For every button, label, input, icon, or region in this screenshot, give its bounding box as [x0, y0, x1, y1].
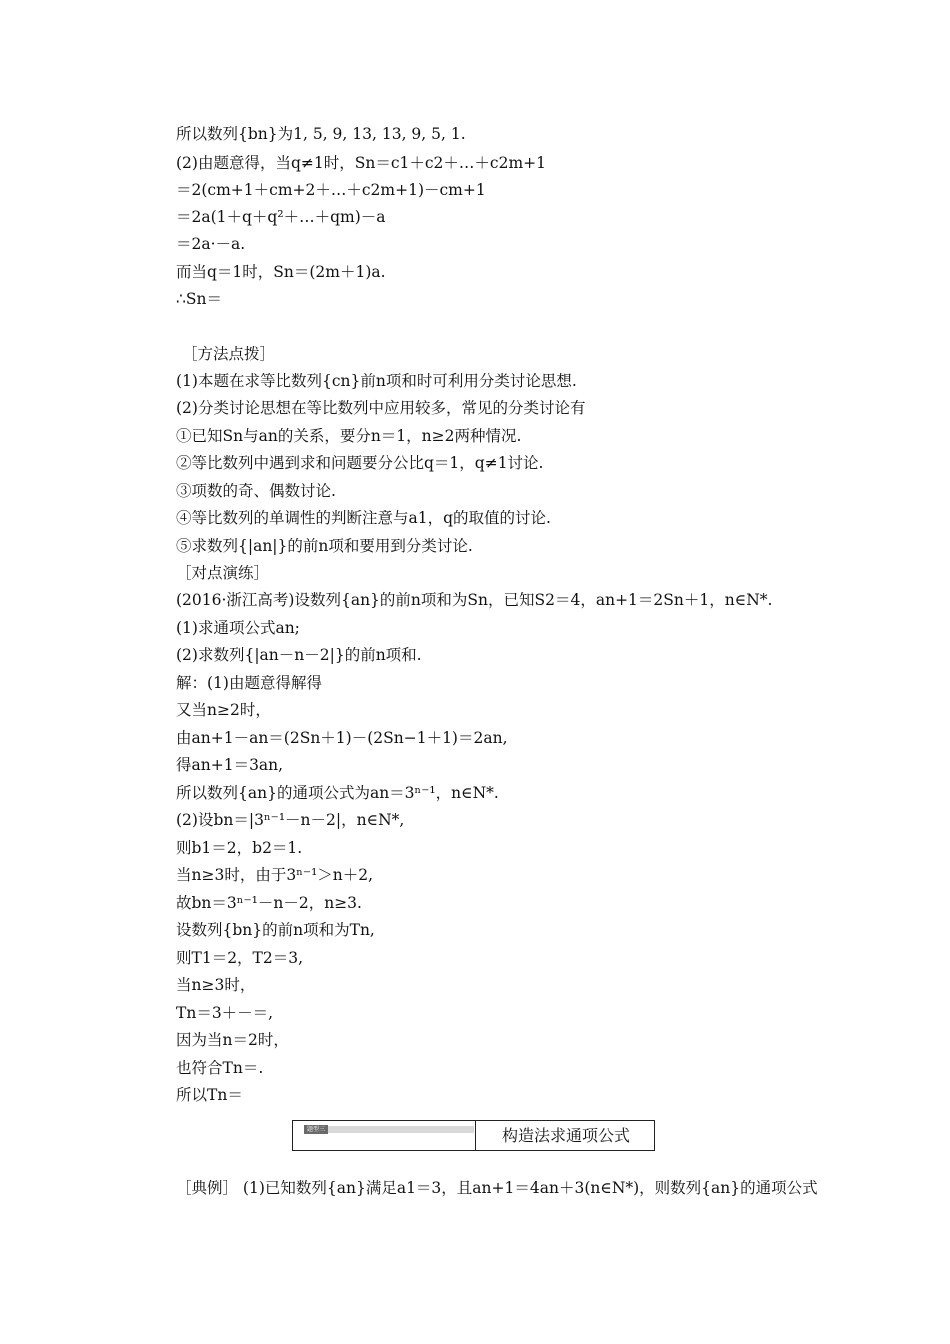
example-line: ［典例］ (1)已知数列{an}满足a1＝3，且an+1＝4an＋3(n∈N*)，则数列{an}的通项公式 [176, 1179, 818, 1197]
section-label-method: ［方法点拨］ [182, 345, 276, 363]
text-line: Tn＝3＋－＝, [176, 1004, 274, 1022]
text-line: 解：(1)由题意得解得 [176, 674, 322, 692]
text-line: ∴Sn＝ [176, 290, 222, 308]
text-line: ＝2a·－a. [176, 235, 246, 253]
text-line: 当n≥3时， [176, 976, 256, 994]
text-line: (2)设bn＝|3ⁿ⁻¹－n－2|，n∈N*, [176, 811, 405, 829]
text-line: 所以Tn＝ [176, 1086, 243, 1104]
text-line: ＝2(cm+1＋cm+2＋…＋c2m+1)－cm+1 [176, 181, 486, 199]
text-line: 则T1＝2，T2＝3, [176, 949, 304, 967]
text-line: (2)求数列{|an－n－2|}的前n项和. [176, 646, 422, 664]
text-line: 也符合Tn＝. [176, 1059, 264, 1077]
text-line: ②等比数列中遇到求和问题要分公比q＝1，q≠1讨论. [176, 454, 544, 472]
text-line: 所以数列{bn}为1, 5, 9, 13, 13, 9, 5, 1. [176, 125, 466, 143]
text-line: (2)由题意得，当q≠1时，Sn＝c1＋c2＋…＋c2m+1 [176, 154, 547, 172]
section-tag-bar [304, 1126, 474, 1133]
text-line: ＝2a(1＋q＋q²＋…＋qm)－a [176, 208, 386, 226]
section-label-practice: ［对点演练］ [176, 564, 270, 582]
text-line: 故bn＝3ⁿ⁻¹－n－2，n≥3. [176, 894, 362, 912]
text-line: 而当q＝1时，Sn＝(2m＋1)a. [176, 263, 386, 281]
text-line: ③项数的奇、偶数讨论. [176, 482, 336, 500]
text-line: 当n≥3时，由于3ⁿ⁻¹＞n＋2, [176, 866, 374, 884]
text-line: 得an+1＝3an, [176, 756, 284, 774]
section-title: 构造法求通项公式 [501, 1126, 630, 1145]
text-line: 因为当n＝2时， [176, 1031, 289, 1049]
text-line: 由an+1－an＝(2Sn＋1)－(2Sn−1＋1)＝2an, [176, 729, 508, 747]
text-line: ⑤求数列{|an|}的前n项和要用到分类讨论. [176, 537, 473, 555]
text-line: (1)本题在求等比数列{cn}前n项和时可利用分类讨论思想. [176, 372, 577, 390]
text-line: 则b1＝2，b2＝1. [176, 839, 303, 857]
text-line: (2)分类讨论思想在等比数列中应用较多，常见的分类讨论有 [176, 399, 586, 417]
text-line: 又当n≥2时， [176, 701, 271, 719]
section-tag: 题型三 [304, 1125, 328, 1134]
text-line: (1)求通项公式an; [176, 619, 300, 637]
text-line: ④等比数列的单调性的判断注意与a1，q的取值的讨论. [176, 509, 551, 527]
text-line: (2016·浙江高考)设数列{an}的前n项和为Sn，已知S2＝4，an+1＝2Sn＋1，n∈N*. [176, 591, 773, 609]
text-line: 所以数列{an}的通项公式为an＝3ⁿ⁻¹，n∈N*. [176, 784, 499, 802]
section-header-box [292, 1120, 655, 1151]
text-line: 设数列{bn}的前n项和为Tn, [176, 921, 375, 939]
text-line: ①已知Sn与an的关系，要分n＝1，n≥2两种情况. [176, 427, 522, 445]
